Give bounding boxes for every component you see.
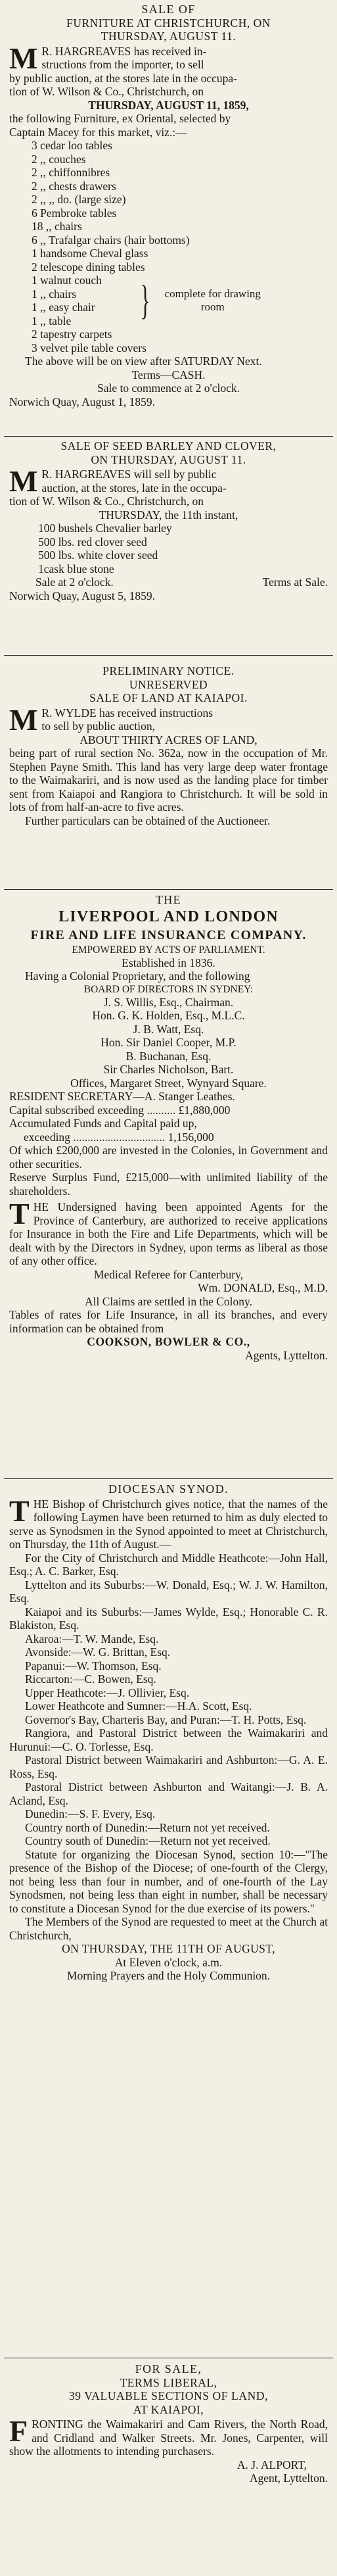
ad-body: HE Undersigned having been appointed Agents for the Province of Canterbury, are authorized to receive applications for Insurance in both the Fire and Life Departments, which will be dealt with by the Directors in Sydney, upon terms as liberal as those of any other office. — [9, 1200, 328, 1267]
ad-text: Offices, Margaret Street, Wynyard Square. — [70, 1076, 267, 1090]
ad-subhead: BOARD OF DIRECTORS IN SYDNEY: — [83, 983, 254, 995]
column-rule — [4, 436, 333, 437]
list-item: 500 lbs. white clover seed — [38, 548, 158, 562]
kaiapoi-sections-ad — [4, 2362, 333, 2571]
ad-text: All Claims are settled in the Colony. — [84, 1294, 252, 1308]
ad-body: RONTING the Waimakariri and Cam Rivers, the North Road, and Cridland and Walker Streets. Mr. Jones, Carpenter, will show the allotments to intending purchasers. — [9, 2418, 328, 2458]
list-item: 2 ,, ,, do. (large size) — [32, 193, 126, 206]
list-item: 6 ,, Trafalgar chairs (hair bottoms) — [32, 233, 190, 247]
ad-title: 39 VALUABLE SECTIONS OF LAND, — [68, 2389, 269, 2402]
ad-signature: COOKSON, BOWLER & CO., — [87, 1335, 250, 1348]
ad-text: Captain Macey for this market, viz.:— — [9, 125, 187, 139]
ad-title: FOR SALE, — [135, 2362, 202, 2375]
ad-sale-time: Sale to commence at 2 o'clock. — [97, 381, 240, 395]
ad-text: by public auction, at the stores late in the occupa- — [9, 71, 237, 85]
sale-terms-row — [4, 575, 333, 589]
ad-title: AT KAIAPOI, — [133, 2402, 204, 2416]
list-item: 1 ,, chairs — [32, 287, 77, 301]
ad-text: Reserve Surplus Fund, £215,000—with unlimited liability of the shareholders. — [9, 1171, 328, 1198]
ad-date: THURSDAY, the 11th instant, — [99, 508, 238, 522]
ad-text: auction, at the stores, late in the occupa- — [41, 481, 227, 495]
ad-text: to sell by public auction, — [41, 719, 155, 733]
list-item: 100 bushels Chevalier barley — [38, 522, 172, 535]
ad-text: the following Furniture, ex Oriental, selected by — [9, 112, 231, 125]
diocesan-synod-notice — [4, 1482, 333, 2353]
list-item: 2 ,, chests drawers — [32, 179, 116, 193]
list-item: 3 cedar loo tables — [32, 139, 112, 152]
synod-entry: Country south of Dunedin:—Return not yet received. — [25, 1834, 271, 1847]
ad-title: PRELIMINARY NOTICE. — [102, 664, 235, 677]
ad-date: THURSDAY, AUGUST 11, 1859, — [88, 98, 249, 112]
ad-terms: Terms—CASH. — [131, 368, 206, 381]
list-item: 18 ,, chairs — [32, 220, 82, 233]
ad-text: R. HARGREAVES has received in- — [41, 44, 207, 58]
ad-date: Norwich Quay, August 5, 1859. — [9, 589, 155, 602]
synod-entry: Dunedin:—S. F. Every, Esq. — [25, 1807, 156, 1820]
ad-title: DIOCESAN SYNOD. — [108, 1482, 229, 1495]
ad-text: Medical Referee for Canterbury, — [93, 1267, 244, 1281]
ad-text: structions from the importer, to sell — [41, 58, 204, 71]
list-item: 2 tapestry carpets — [32, 328, 112, 341]
drop-cap: T — [9, 1494, 30, 1528]
ad-text: Morning Prayers and the Holy Communion. — [66, 1969, 271, 1982]
ad-title: FURNITURE AT CHRISTCHURCH, ON — [66, 16, 271, 30]
director-name: J. S. Willis, Esq., Chairman. — [103, 995, 234, 1009]
synod-entry: Upper Heathcote:—J. Ollivier, Esq. — [25, 1686, 190, 1699]
column-rule — [4, 1478, 333, 1479]
list-item: 1 ,, easy chair — [32, 301, 95, 314]
synod-entry: Governor's Bay, Charteris Bay, and Puran:—T. H. Potts, Esq. — [25, 1713, 307, 1726]
ad-title: UNRESERVED — [129, 677, 208, 691]
furniture-sale-ad — [4, 3, 333, 433]
ad-text: Accumulated Funds and Capital paid up, — [9, 1117, 197, 1130]
ad-sale-time: Sale at 2 o'clock. — [35, 575, 114, 589]
ad-title: FIRE AND LIFE INSURANCE COMPANY. — [30, 927, 307, 942]
ad-title: SALE OF — [141, 3, 196, 16]
list-item: 1cask blue stone — [38, 562, 114, 575]
drop-cap: M — [9, 41, 38, 75]
synod-entry: Papanui:—W. Thomson, Esq. — [25, 1659, 162, 1672]
ad-text: tion of W. Wilson & Co., Christchurch, on — [9, 495, 204, 508]
director-name: Sir Charles Nicholson, Bart. — [103, 1063, 234, 1076]
synod-entry: Rangiora, and Pastoral District between the Waimakariri and Hurunui:—C. O. Torlesse, Esq. — [9, 1726, 328, 1753]
ad-text: Capital subscribed exceeding .......... £1,880,000 — [9, 1103, 231, 1117]
brace-glyph: } — [140, 278, 150, 323]
ad-date: ON THURSDAY, THE 11TH OF AUGUST, — [62, 1942, 275, 1955]
seed-barley-sale-ad — [4, 439, 333, 651]
drop-cap: M — [9, 464, 38, 498]
list-item: 1 handsome Cheval glass — [32, 247, 148, 260]
synod-entry: For the City of Christchurch and Middle Heathcote:—John Hall, Esq.; A. C. Barker, Esq. — [9, 1551, 328, 1578]
synod-entry: Pastoral District between Ashburton and Waitangi:—J. B. A. Acland, Esq. — [9, 1780, 328, 1807]
director-name: J. B. Watt, Esq. — [133, 1022, 204, 1036]
list-item: 3 velvet pile table covers — [32, 341, 146, 354]
list-item: 500 lbs. red clover seed — [38, 535, 147, 548]
ad-subhead: EMPOWERED BY ACTS OF PARLIAMENT. — [72, 944, 265, 956]
ad-text: Wm. DONALD, Esq., M.D. — [198, 1281, 328, 1294]
list-item: 6 Pembroke tables — [32, 206, 117, 220]
synod-entry: Country north of Dunedin:—Return not yet received. — [25, 1820, 270, 1834]
drop-cap: M — [9, 702, 38, 737]
synod-entry: Akaroa:—T. W. Mande, Esq. — [25, 1632, 159, 1645]
group-note: complete for drawing room — [164, 287, 261, 313]
list-item: 1 ,, table — [32, 314, 72, 328]
ad-text: RESIDENT SECRETARY—A. Stanger Leathes. — [9, 1090, 235, 1103]
ad-title: ON THURSDAY, AUGUST 11. — [91, 452, 246, 466]
ad-text: exceeding ................................ 1,156,000 — [24, 1130, 214, 1144]
drop-cap: T — [9, 1197, 30, 1230]
ad-body: HE Bishop of Christchurch gives notice, that the names of the following Laymen have been returned to him as duly elected to serve as Synodsmen in the Synod appointed to meet at Christchurch, on Thursday, the 11th of August.— — [9, 1497, 328, 1551]
synod-entry: Avonside:—W. G. Brittan, Esq. — [25, 1645, 171, 1659]
synod-entry: Kaiapoi and its Suburbs:—James Wylde, Esq.; Honorable C. R. Blakiston, Esq. — [9, 1605, 328, 1632]
list-item: 2 telescope dining tables — [32, 260, 145, 274]
ad-signature: A. J. ALPORT, — [236, 2458, 307, 2471]
ad-date: Norwich Quay, August 1, 1859. — [9, 395, 155, 408]
ad-title: SALE OF LAND AT KAIAPOI. — [89, 691, 248, 704]
drop-cap: F — [9, 2414, 28, 2448]
ad-body: being part of rural section No. 362a, now in the occupation of Mr. Stephen Payne Smith. This land has very large deep water frontage to the Waimakariri, and is now used as the landing place for timber sent from Kaiapoi and Rangiora to Christchurch. It will be sold in lots of from half-an-acre to five acres. — [9, 746, 328, 814]
synod-entry: Pastoral District between Waimakariri and Ashburton:—G. A. E. Ross, Esq. — [9, 1753, 328, 1780]
list-item: 2 ,, couches — [32, 152, 86, 166]
ad-signature: Agents, Lyttelton. — [245, 1348, 328, 1362]
furniture-group — [4, 274, 333, 328]
ad-text: R. HARGREAVES will sell by public — [41, 468, 217, 481]
ad-sale-time: At Eleven o'clock, a.m. — [114, 1955, 223, 1969]
ad-text: Of which £200,000 are invested in the Colonies, in Government and other securities. — [9, 1144, 328, 1171]
ad-text: Having a Colonial Proprietary, and the following — [25, 969, 250, 983]
ad-subhead: Established in 1836. — [122, 956, 215, 969]
column-rule — [4, 655, 333, 656]
ad-title: THE — [155, 893, 182, 906]
ad-body: Tables of rates for Life Insurance, in all its branches, and every information can be obtained from — [9, 1308, 328, 1335]
ad-signature: Agent, Lyttelton. — [249, 2471, 328, 2485]
synod-entry: The Members of the Synod are requested to meet at the Church at Christchurch, — [9, 1915, 328, 1942]
list-item: 2 ,, chiffonnibres — [32, 166, 110, 179]
list-item: 1 walnut couch — [32, 274, 102, 287]
synod-entry: Lower Heathcote and Sumner:—H.A. Scott, Esq. — [25, 1699, 252, 1713]
ad-note: The above will be on view after SATURDAY Next. — [25, 354, 262, 368]
ad-text: R. WYLDE has received instructions — [41, 706, 213, 719]
ad-text: tion of W. Wilson & Co., Christchurch, on — [9, 85, 204, 98]
director-name: Hon. G. K. Holden, Esq., M.L.C. — [92, 1009, 245, 1022]
ad-title: SALE OF SEED BARLEY AND CLOVER, — [60, 439, 277, 452]
director-name: B. Buchanan, Esq. — [125, 1049, 212, 1063]
column-rule — [4, 889, 333, 890]
ad-subhead: ABOUT THIRTY ACRES OF LAND, — [79, 733, 258, 746]
kaiapoi-land-sale-ad — [4, 664, 333, 885]
ad-terms: Terms at Sale. — [262, 575, 328, 589]
director-name: Hon. Sir Daniel Cooper, M.P. — [101, 1036, 236, 1049]
ad-title: TERMS LIBERAL, — [120, 2375, 217, 2389]
synod-entry: Riccarton:—C. Bowen, Esq. — [25, 1672, 156, 1686]
synod-entry: Lyttelton and its Suburbs:—W. Donald, Esq.; W. J. W. Hamilton, Esq. — [9, 1578, 328, 1605]
ad-title: LIVERPOOL AND LONDON — [58, 908, 279, 925]
insurance-company-ad — [4, 893, 333, 1474]
synod-statute: Statute for organizing the Diocesan Synod, section 10:—"The presence of the Bishop of the Diocese; of one-fourth of the Clergy, not being less than four in number, and of one-fourth of the Lay Synodsmen, not being less than eight in number, shall be necessary to constitute a Diocesan Synod for the due exercise of its powers." — [9, 1847, 328, 1915]
ad-title: THURSDAY, AUGUST 11. — [101, 30, 236, 43]
ad-note: Further particulars can be obtained of the Auctioneer. — [25, 814, 271, 827]
